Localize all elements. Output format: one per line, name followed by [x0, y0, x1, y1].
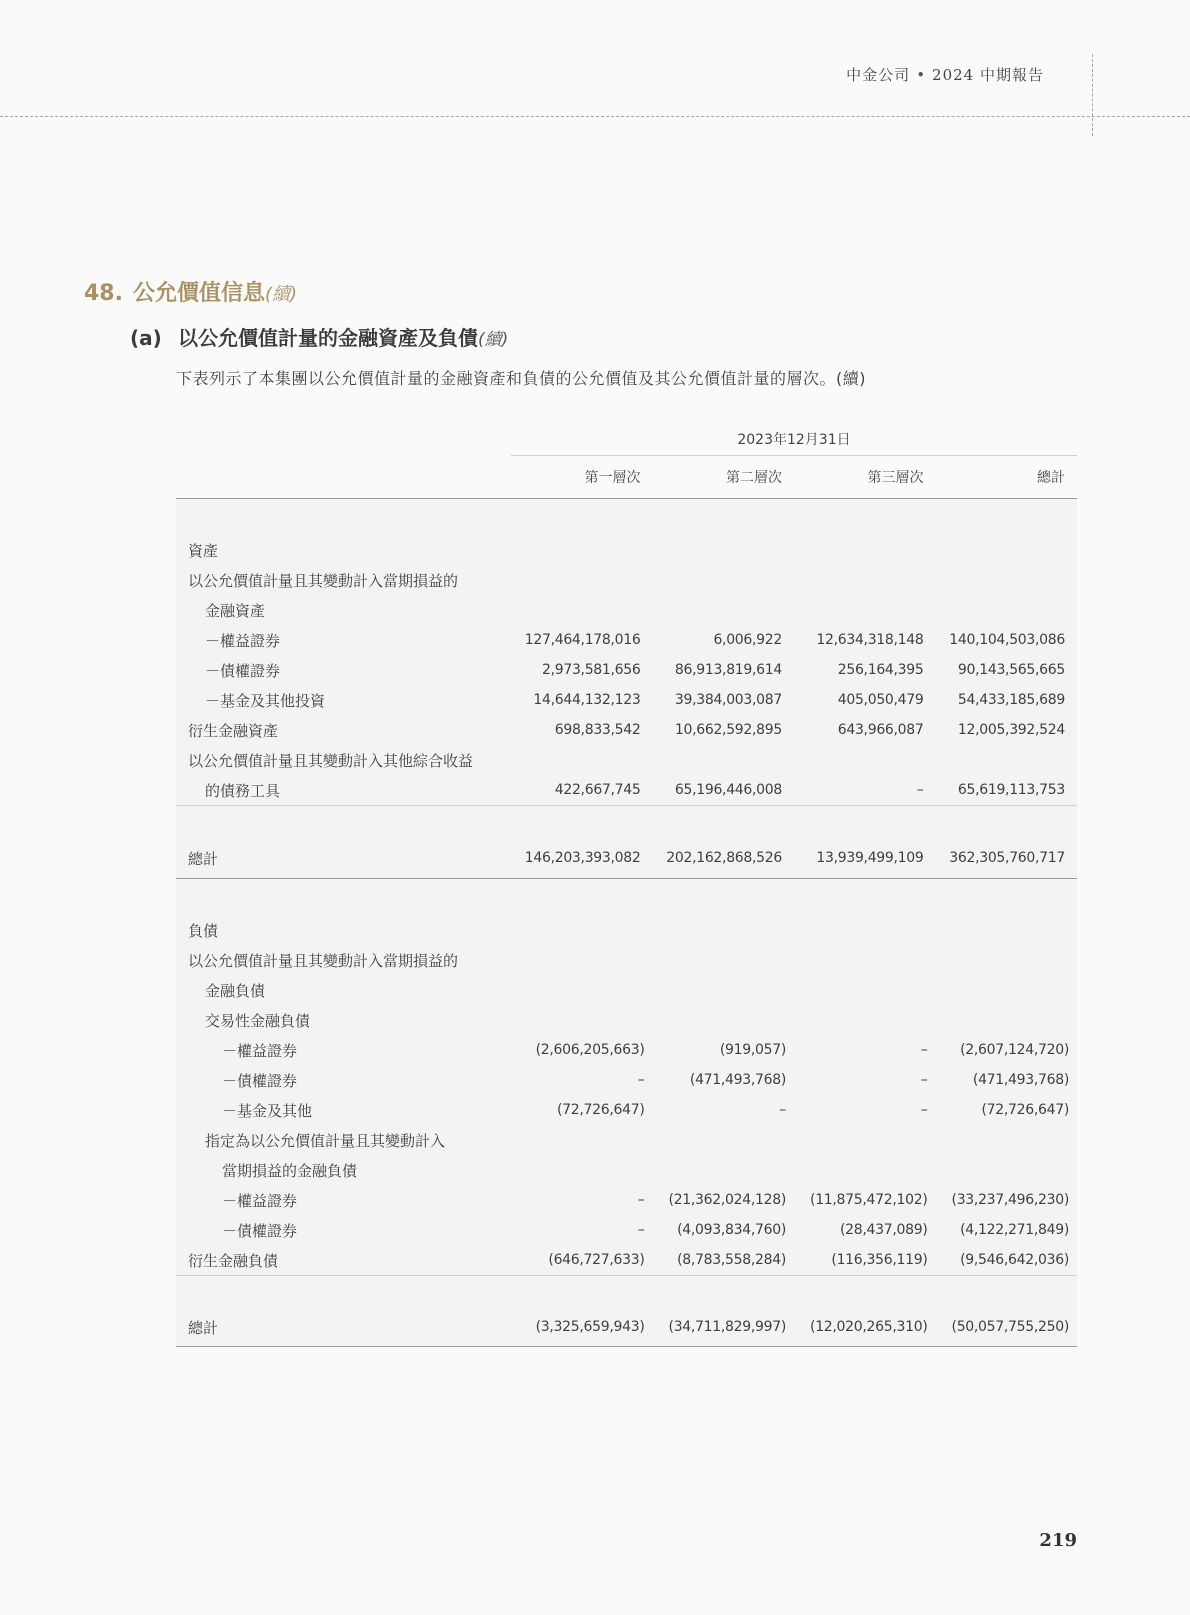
section-number: 48. — [84, 281, 123, 306]
table-row — [176, 595, 1077, 625]
spacer — [176, 1276, 1077, 1308]
row-label: －基金及其他 — [222, 1101, 313, 1120]
cell-value: (919,057) — [719, 1042, 786, 1058]
assets-block — [176, 499, 1077, 879]
assets-heading: 資產 — [188, 541, 219, 560]
row-label: 當期損益的金融負債 — [222, 1161, 358, 1180]
row-label: －權益證券 — [205, 631, 281, 650]
section-title-text: 公允價值信息 — [132, 281, 265, 306]
row-label: 總計 — [188, 849, 219, 868]
cell-value: 90,143,565,665 — [957, 662, 1065, 678]
table-row — [176, 1155, 1077, 1185]
header-bullet: • — [916, 66, 927, 84]
subsection-title-text: 以公允價值計量的金融資產及負債 — [178, 326, 478, 350]
table-row — [176, 915, 1077, 945]
cell-value: – — [920, 1072, 928, 1088]
table-row-total — [176, 1308, 1077, 1347]
cell-value: 10,662,592,895 — [674, 722, 782, 738]
company-name: 中金公司 — [846, 66, 911, 84]
table-row — [176, 715, 1077, 745]
section-continued: (續) — [265, 284, 298, 305]
spacer — [176, 806, 1077, 838]
row-label: 衍生金融資產 — [188, 721, 279, 740]
liabilities-block — [176, 879, 1077, 1347]
cell-value: – — [920, 1102, 928, 1118]
subsection-continued: (續) — [478, 330, 509, 350]
cell-value: 14,644,132,123 — [533, 692, 641, 708]
row-label: 以公允價值計量且其變動計入當期損益的 — [188, 571, 459, 590]
table-row — [176, 945, 1077, 975]
table-row — [176, 1035, 1077, 1065]
row-label: 交易性金融負債 — [205, 1011, 311, 1030]
cell-value: – — [920, 1042, 928, 1058]
row-label: 以公允價值計量且其變動計入其他綜合收益 — [188, 751, 474, 770]
cell-value: 39,384,003,087 — [674, 692, 782, 708]
cell-value: 146,203,393,082 — [524, 850, 641, 866]
subsection-title — [130, 322, 508, 351]
row-label: 的債務工具 — [205, 781, 281, 800]
cell-value: (28,437,089) — [840, 1222, 928, 1238]
cell-value: (2,607,124,720) — [960, 1042, 1069, 1058]
table-row — [176, 1065, 1077, 1095]
cell-value: (116,356,119) — [831, 1252, 928, 1268]
cell-value: 405,050,479 — [837, 692, 924, 708]
cell-value: 140,104,503,086 — [949, 632, 1065, 648]
subsection-label: (a) — [130, 326, 162, 350]
cell-value: 86,913,819,614 — [674, 662, 782, 678]
row-label: －基金及其他投資 — [205, 691, 326, 710]
cell-value: (34,711,829,997) — [668, 1319, 786, 1335]
cell-value: 6,006,922 — [713, 632, 782, 648]
row-label: 指定為以公允價值計量且其變動計入 — [205, 1131, 446, 1150]
table-row — [176, 685, 1077, 715]
row-label: －債權證券 — [222, 1071, 298, 1090]
table-row — [176, 1185, 1077, 1215]
cell-value: (8,783,558,284) — [677, 1252, 786, 1268]
cell-value: (4,093,834,760) — [677, 1222, 786, 1238]
cell-value: – — [916, 782, 924, 798]
cell-value: – — [637, 1072, 645, 1088]
table-row — [176, 1245, 1077, 1276]
row-label: －債權證券 — [222, 1221, 298, 1240]
row-label: －債權證券 — [205, 661, 281, 680]
cell-value: 2,973,581,656 — [541, 662, 641, 678]
header-dashed-rule — [0, 116, 1190, 117]
column-header-total: 總計 — [1037, 470, 1065, 486]
row-label: －權益證券 — [222, 1041, 298, 1060]
cell-value: 643,966,087 — [837, 722, 924, 738]
fair-value-table — [176, 425, 1077, 1347]
cell-value: 422,667,745 — [554, 782, 641, 798]
cell-value: 65,196,446,008 — [674, 782, 782, 798]
cell-value: 12,634,318,148 — [816, 632, 924, 648]
cell-value: 12,005,392,524 — [957, 722, 1065, 738]
cell-value: (50,057,755,250) — [951, 1319, 1069, 1335]
table-row — [176, 1125, 1077, 1155]
header-dashed-vertical — [1092, 54, 1093, 136]
column-header-level1: 第一層次 — [584, 470, 641, 486]
cell-value: 362,305,760,717 — [949, 850, 1065, 866]
running-header — [846, 64, 1044, 85]
cell-value: (72,726,647) — [981, 1102, 1069, 1118]
table-row — [176, 975, 1077, 1005]
cell-value: (33,237,496,230) — [951, 1192, 1069, 1208]
cell-value: 202,162,868,526 — [666, 850, 782, 866]
row-label: 金融資產 — [205, 601, 266, 620]
table-row — [176, 745, 1077, 775]
cell-value: (72,726,647) — [557, 1102, 645, 1118]
intro-paragraph: 下表列示了本集團以公允價值計量的金融資產和負債的公允價值及其公允價值計量的層次。(續) — [176, 369, 866, 388]
spacer — [176, 879, 1077, 915]
cell-value: – — [637, 1222, 645, 1238]
cell-value: (471,493,768) — [689, 1072, 786, 1088]
cell-value: (471,493,768) — [972, 1072, 1069, 1088]
page-number: 219 — [1039, 1530, 1077, 1551]
cell-value: (2,606,205,663) — [535, 1042, 645, 1058]
table-column-headers — [176, 456, 1077, 499]
cell-value: 54,433,185,689 — [957, 692, 1065, 708]
table-row — [176, 1005, 1077, 1035]
cell-value: 127,464,178,016 — [524, 632, 641, 648]
row-label: 總計 — [188, 1318, 219, 1337]
row-label: 以公允價值計量且其變動計入當期損益的 — [188, 951, 459, 970]
cell-value: 256,164,395 — [837, 662, 924, 678]
row-label: 衍生金融負債 — [188, 1251, 279, 1270]
section-title — [84, 276, 297, 307]
cell-value: (9,546,642,036) — [960, 1252, 1069, 1268]
cell-value: (646,727,633) — [548, 1252, 645, 1268]
table-row — [176, 625, 1077, 655]
table-row — [176, 1215, 1077, 1245]
cell-value: (21,362,024,128) — [668, 1192, 786, 1208]
table-row — [176, 775, 1077, 806]
column-header-level2: 第二層次 — [726, 470, 782, 486]
table-date-header: 2023年12月31日 — [511, 425, 1077, 456]
column-header-level3: 第三層次 — [867, 470, 924, 486]
report-name: 2024 中期報告 — [932, 66, 1044, 84]
table-row — [176, 655, 1077, 685]
cell-value: (12,020,265,310) — [810, 1319, 928, 1335]
cell-value: 13,939,499,109 — [816, 850, 924, 866]
row-label: 金融負債 — [205, 981, 266, 1000]
table-row-total — [176, 838, 1077, 879]
table-row — [176, 535, 1077, 565]
cell-value: (3,325,659,943) — [535, 1319, 645, 1335]
table-row — [176, 565, 1077, 595]
cell-value: (11,875,472,102) — [810, 1192, 928, 1208]
spacer — [176, 499, 1077, 535]
liabilities-heading: 負債 — [188, 921, 219, 940]
table-row — [176, 1095, 1077, 1125]
cell-value: – — [637, 1192, 645, 1208]
cell-value: – — [779, 1102, 786, 1118]
cell-value: 65,619,113,753 — [957, 782, 1065, 798]
cell-value: 698,833,542 — [554, 722, 641, 738]
row-label: －權益證券 — [222, 1191, 298, 1210]
cell-value: (4,122,271,849) — [960, 1222, 1069, 1238]
